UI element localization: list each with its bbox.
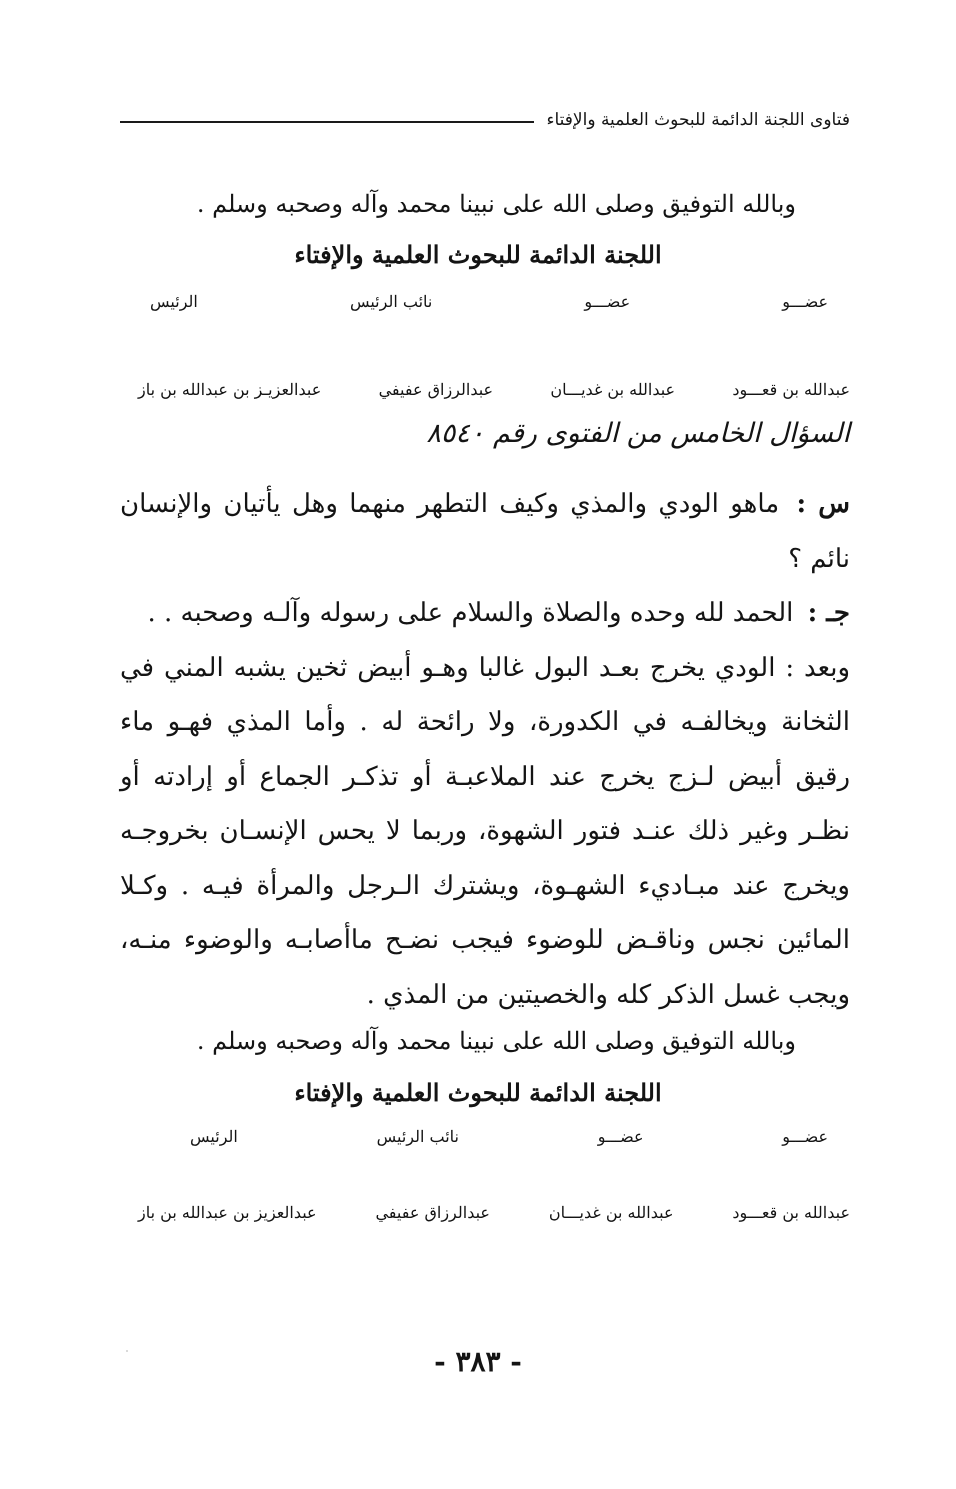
question-text: ماهو الودي والمذي وكيف التطهر منهما وهل يأتيان والإنسان نائم ؟ (120, 489, 850, 574)
role-member: عضـــو (597, 1127, 644, 1146)
role-member: عضـــو (782, 292, 828, 311)
answer-label: جـ : (807, 598, 850, 628)
signatory-name: عبدالله بن قعـــود (732, 1203, 850, 1222)
signatory-name: عبدالله بن غديـــان (550, 380, 676, 399)
answer-opening-text: الحمد لله وحده والصلاة والسلام على رسوله وآلـه وصحبه . . (147, 598, 794, 628)
committee-name-2: اللجنة الدائمة للبحوث العلمية والإفتاء (294, 1078, 662, 1107)
signatory-name: عبدالعزيـز بن عبدالله بن باز (138, 380, 322, 399)
role-vice-president: نائب الرئيس (376, 1127, 459, 1146)
answer-block (120, 586, 850, 1022)
role-president: الرئيس (150, 292, 198, 311)
signatory-name: عبدالعزيز بن عبدالله بن باز (138, 1203, 317, 1222)
role-member: عضـــو (782, 1127, 828, 1146)
role-member: عضـــو (584, 292, 631, 311)
question-label: س : (796, 489, 851, 519)
role-president: الرئيس (190, 1127, 238, 1146)
signatory-name: عبدالرزاق عفيفي (375, 1203, 490, 1222)
header-rule (120, 121, 534, 123)
signatory-name: عبدالله بن غديـــان (548, 1203, 674, 1222)
question-block (120, 477, 850, 586)
answer-paragraph: وبعد : الودي يخرج بعـد البول غالبا وهـو أبيض ثخين يشبه المني في الثخانة ويخالفـه في الكدورة، ولا رائحة له . وأما المذي فهـو ماء رقيق أبيض لـزج يخرج عند الملاعبـة أو تذكـر الجماع أو إرادته أو نظـر وغير ذلك عنـد فتور الشهوة، وربما لا يحس الإنسـان بخروجـه ويخرج عند مبـاديء الشهـوة، ويشترك الـرجل والمرأة فيـه . وكـلا المائين نجس وناقـض للوضوء فيجب نضـح ماأصابـه والوضوء منـه، ويجب غسل الذكر كله والخصيتين من المذي . (120, 652, 850, 1010)
answer-opening (120, 586, 850, 641)
closing-formula-1: وبالله التوفيق وصلى الله على نبينا محمد وآله وصحبه وسلم . (196, 190, 796, 218)
signatures-row-2 (138, 1203, 850, 1222)
running-header (120, 96, 850, 130)
signatory-name: عبدالله بن قعـــود (732, 380, 850, 399)
scan-speck (126, 1350, 128, 1352)
question-paragraph (120, 477, 850, 586)
header-title: فتاوى اللجنة الدائمة للبحوث العلمية والإفتاء (546, 110, 850, 130)
signatures-row-1 (138, 380, 850, 399)
fatwa-heading: السؤال الخامس من الفتوى رقم ٨٥٤٠ (426, 418, 850, 449)
signatory-name: عبدالرزاق عفيفي (378, 380, 494, 399)
closing-formula-2: وبالله التوفيق وصلى الله على نبينا محمد وآله وصحبه وسلم . (196, 1027, 796, 1055)
page-number: - ٣٨٣ - (434, 1345, 522, 1378)
roles-row-1 (150, 292, 828, 311)
committee-name-1: اللجنة الدائمة للبحوث العلمية والإفتاء (294, 240, 662, 269)
roles-row-2 (190, 1127, 828, 1146)
role-vice-president: نائب الرئيس (349, 292, 433, 311)
